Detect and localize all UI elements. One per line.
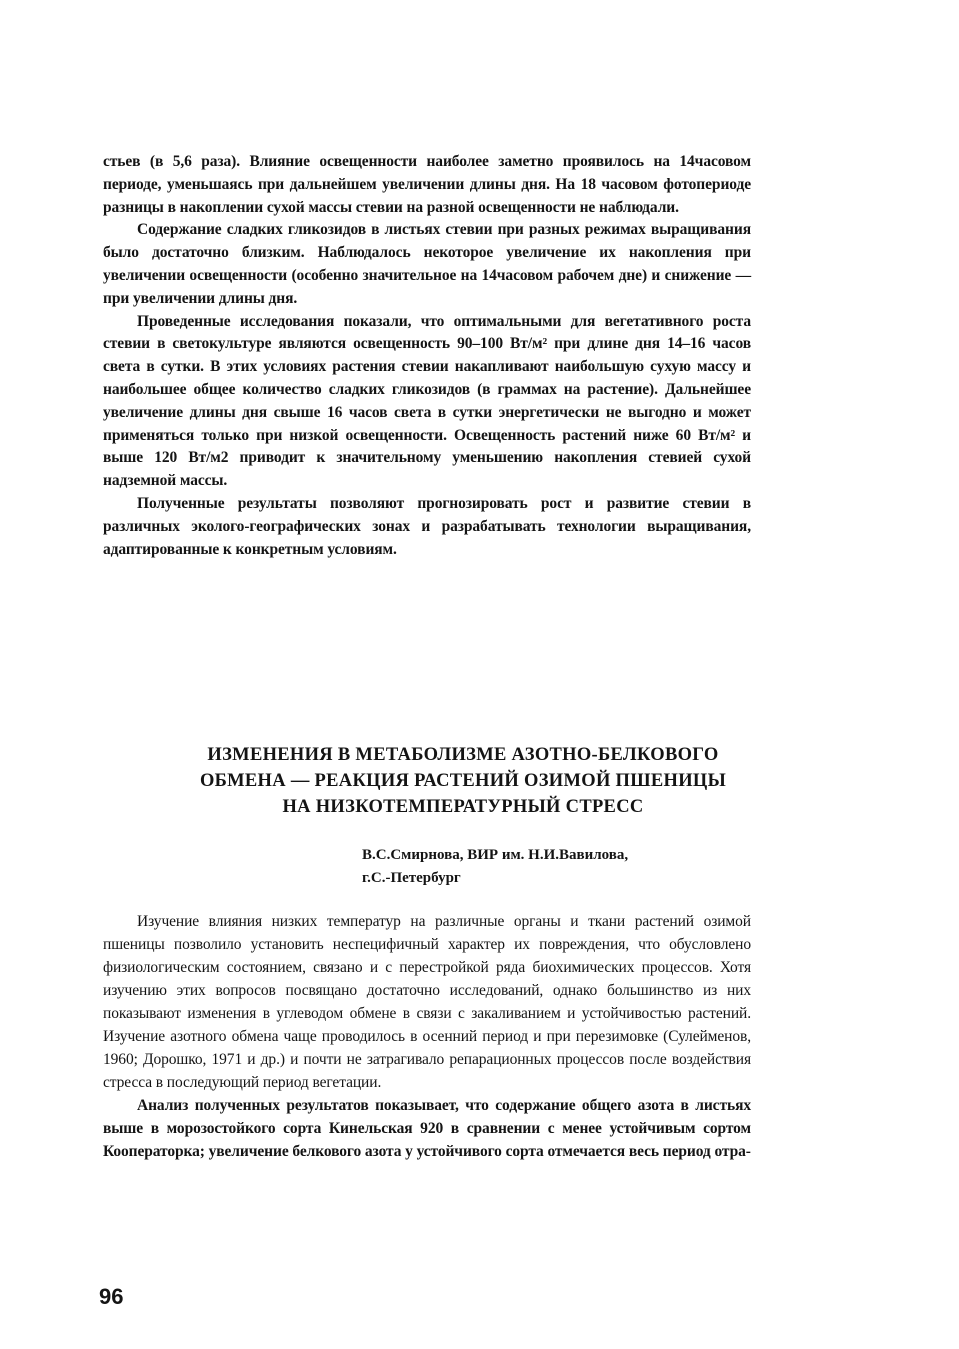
author-line: В.С.Смирнова, ВИР им. Н.И.Вавилова,: [362, 847, 629, 863]
top-section: [103, 151, 751, 561]
title-line: ОБМЕНА — РЕАКЦИЯ РАСТЕНИЙ ОЗИМОЙ ПШЕНИЦЫ: [199, 771, 727, 791]
page-number: 96: [99, 1284, 124, 1309]
title-line: НА НИЗКОТЕМПЕРАТУРНЫЙ СТРЕСС: [282, 797, 644, 817]
paragraph-glycosides: Содержание сладких гликозидов в листьях стевии при разных режимах выращивания было достаточно близким. Наблюдалось некоторое увеличение их накопления при увеличении освещенности (особенно значительное на 14часовом рабочем дне) и снижение — при увеличении длины дня.: [103, 221, 751, 307]
author-location: г.С.-Петербург: [362, 870, 461, 886]
paragraph-results: Полученные результаты позволяют прогнозировать рост и развитие стевии в различных эколого-географических зонах и разрабатывать технологии выращивания, адаптированные к конкретным условиям.: [103, 494, 751, 558]
author-affiliation: [362, 844, 762, 890]
paragraph-introduction: Изучение влияния низких температур на различные органы и ткани растений озимой пшеницы позволило установить неспецифичный характер их повреждения, что обусловлено физиологическим состоянием, связано и с перестройкой ряда биохимических процессов. Хотя изучению этих вопросов посвящано достаточно исследований, однако большинство из них показывают изменения в углеводом обмене в связи с закаливанием и устойчивостью растений. Изучение азотного обмена чаще проводилось в осенний период и при перезимовке (Сулейменов, 1960; Дорошко, 1971 и др.) и почти не затрагивало репарационных процессов после воздействия стресса в последующий период вегетации.: [103, 913, 751, 1091]
article-body: [103, 910, 751, 1163]
paragraph-continuation: стьев (в 5,6 раза). Влияние освещенности наиболее заметно проявилось на 14часовом периоде, уменьшаясь при дальнейшем увеличении длины дня. На 18 часовом фотопериоде разницы в накоплении сухой массы стевии на разной освещенности не наблюдали.: [103, 153, 751, 216]
article-title: [103, 742, 823, 820]
paragraph-conclusions: Проведенные исследования показали, что оптимальными для вегетативного роста стевии в светокультуре являются освещенность 90–100 Вт/м² при длине дня 14–16 часов света в сутки. В этих условиях растения стевии накапливают наибольшую сухую массу и наибольшее общее количество сладких гликозидов (в граммах на растение). Дальнейшее увеличение длины дня свыше 16 часов света в сутки энергетически не выгодно и может применяться только при низкой освещенности. Освещенность растений ниже 60 Вт/м² и выше 120 Вт/м2 приводит к значительному уменьшению накопления стевией сухой надземной массы.: [103, 312, 751, 490]
paragraph-analysis: Анализ полученных результатов показывает, что содержание общего азота в листьях выше в морозостойкого сорта Кинельская 920 в сравнении с менее устойчивым сортом Кооператорка; увеличение белкового азота у устойчивого сорта отмечается весь период отра-: [103, 1097, 751, 1160]
title-line: ИЗМЕНЕНИЯ В МЕТАБОЛИЗМЕ АЗОТНО-БЕЛКОВОГО: [207, 745, 719, 765]
